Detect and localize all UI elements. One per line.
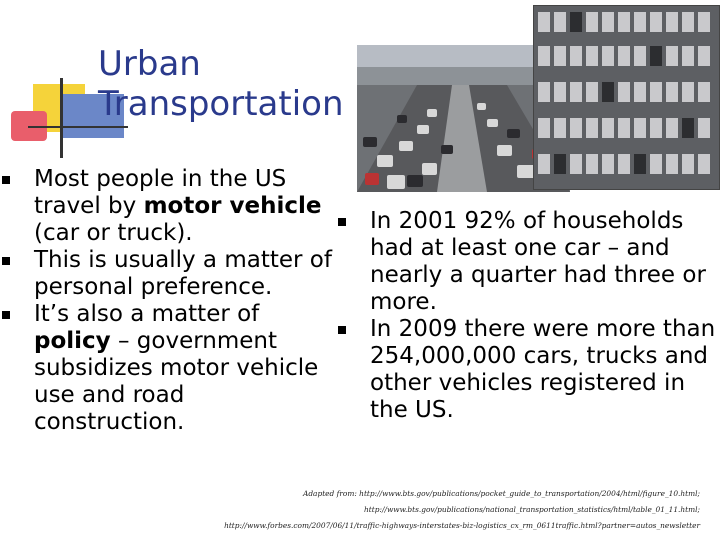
citation-line-2: http://www.bts.gov/publications/national_transportation_statistics/html/table_01_11.html; <box>364 505 700 514</box>
citation-line-1: Adapted from: http://www.bts.gov/publications/pocket_guide_to_transportation/2004/html/figure_10.html; <box>302 489 700 498</box>
left-bullet-2 <box>0 247 340 301</box>
bullet-2-text: This is usually a matter of personal preference. <box>34 247 332 300</box>
left-bullet-3 <box>0 301 340 436</box>
bullet-square-icon <box>2 311 10 319</box>
title-line-2: Transportation <box>98 84 344 124</box>
slide-title <box>98 44 344 124</box>
title-line-1: Urban <box>98 44 201 84</box>
right-bullet-2 <box>336 316 720 424</box>
parking-lot-image <box>534 6 719 189</box>
right-bullet-1-text: In 2001 92% of households had at least one car – and nearly a quarter had three or more. <box>370 208 706 315</box>
bullet-3-bold: policy <box>34 328 111 354</box>
left-bullet-list <box>0 166 340 436</box>
parking-lot-photo <box>533 5 720 190</box>
bullet-3-text-b: – government subsidizes motor vehicle use and road construction. <box>34 328 319 435</box>
bullet-square-icon <box>338 218 346 226</box>
bullet-1-bold: motor vehicle <box>143 193 322 219</box>
right-bullet-2-text: In 2009 there were more than 254,000,000 cars, trucks and other vehicles registered in the US. <box>370 316 716 423</box>
left-bullet-1 <box>0 166 340 247</box>
bullet-square-icon <box>2 257 10 265</box>
bullet-square-icon <box>338 326 346 334</box>
bullet-3-text-a: It’s also a matter of <box>34 301 260 327</box>
right-bullet-1 <box>336 208 720 316</box>
deco-vertical-line <box>60 78 63 158</box>
deco-horizontal-line <box>28 126 128 128</box>
bullet-square-icon <box>2 176 10 184</box>
right-bullet-list <box>336 208 720 424</box>
citation-line-3: http://www.forbes.com/2007/06/11/traffic-highways-interstates-biz-logistics_cx_rm_0611traffic.html?partner=autos_newsletter <box>224 521 700 530</box>
source-citation <box>140 486 700 534</box>
bullet-1-text-a: Most people in the US travel by <box>34 166 287 219</box>
bullet-1-text-b: (car or truck). <box>34 220 193 246</box>
